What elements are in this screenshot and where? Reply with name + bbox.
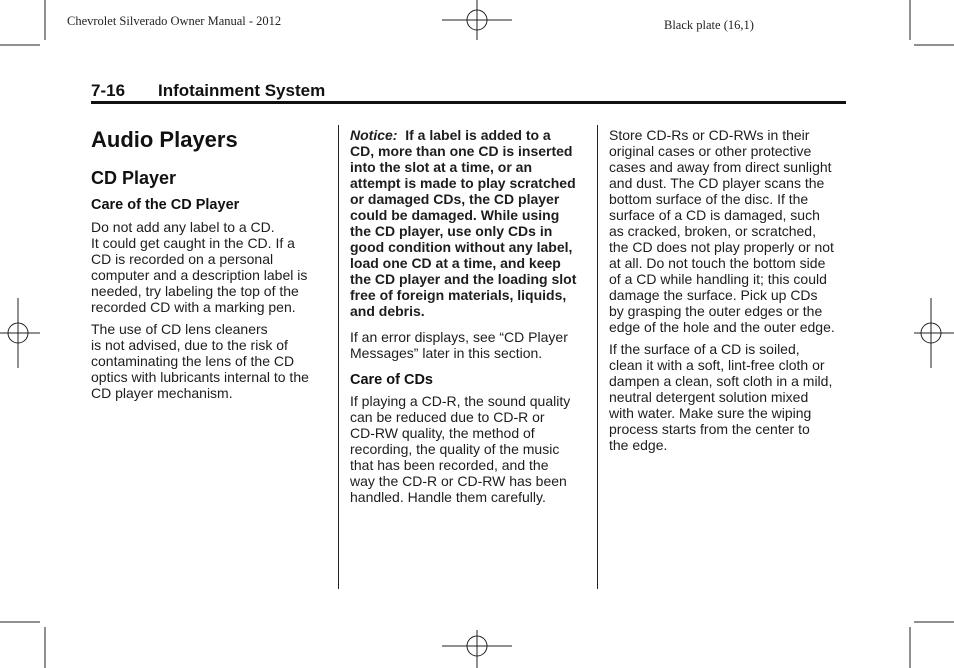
column-3 <box>609 127 849 459</box>
section-number: 7-16 <box>91 81 126 100</box>
section-rule <box>91 101 846 104</box>
notice-paragraph <box>350 127 590 319</box>
subsection-title: CD Player <box>91 168 177 188</box>
column-2 <box>350 127 590 511</box>
paragraph-lens-cleaners: The use of CD lens cleaners is not advised, due to the risk of contaminating the lens of the CD optics with lubricants internal to the CD player mechanism. <box>91 321 309 401</box>
notice-label: Notice: <box>350 127 398 143</box>
care-of-cds-heading: Care of CDs <box>350 372 433 388</box>
paragraph-error-display: If an error displays, see “CD Player Messages” later in this section. <box>350 329 568 361</box>
column-divider-2 <box>597 125 598 589</box>
page-title: Audio Players <box>91 127 238 152</box>
section-title: Infotainment System <box>158 81 326 100</box>
notice-text: If a label is added to a CD, more than one CD is inserted into the slot at a time, or an attempt is made to play scratched or damaged CDs, the CD player could be damaged. While using the CD player, use only CDs in good condition without any label, load one CD at a time, and keep the CD player and the loading slot free of foreign materials, liquids, and debris. <box>350 127 577 319</box>
manual-title: Chevrolet Silverado Owner Manual - 2012 <box>67 14 282 28</box>
paragraph-label-warning: Do not add any label to a CD. It could get caught in the CD. If a CD is recorded on a personal computer and a description label is needed, try labeling the top of the recorded CD with a marking pen. <box>91 219 308 315</box>
paragraph-cleaning: If the surface of a CD is soiled, clean it with a soft, lint-free cloth or dampen a clean, soft cloth in a mild, neutral detergent solution mixed with water. Make sure the wiping process starts from the center to the edge. <box>609 341 833 453</box>
column-1 <box>91 127 327 407</box>
column-divider-1 <box>338 125 339 589</box>
paragraph-cdr-quality: If playing a CD-R, the sound quality can be reduced due to CD-R or CD-RW quality, the method of recording, the quality of the music that has been recorded, and the way the CD-R or CD-RW has been handled. Handle them carefully. <box>350 393 571 505</box>
paragraph-storage: Store CD-Rs or CD-RWs in their original cases or other protective cases and away from direct sunlight and dust. The CD player scans the bottom surface of the disc. If the surface of a CD is damaged, such as cracked, broken, or scratched, the CD does not play properly or not at all. Do not touch the bottom side of a CD while handling it; this could damage the surface. Pick up CDs by grasping the outer edges or the edge of the hole and the outer edge. <box>609 127 835 335</box>
plate-label: Black plate (16,1) <box>664 18 754 32</box>
care-cd-player-heading: Care of the CD Player <box>91 197 240 213</box>
